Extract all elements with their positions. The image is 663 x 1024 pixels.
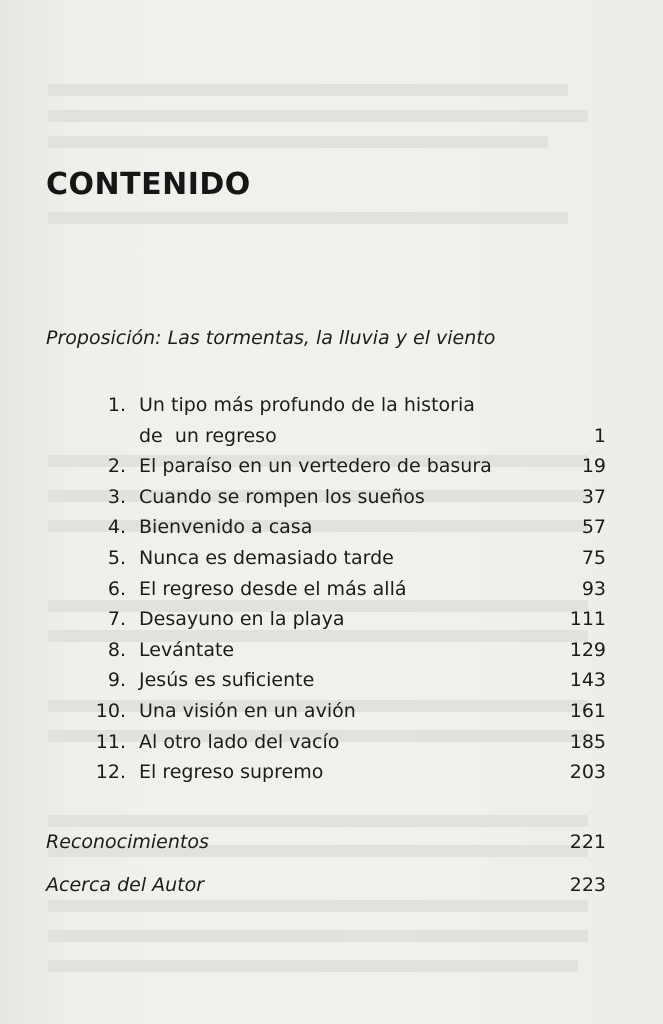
table-of-contents xyxy=(0,390,663,788)
page-number: 221 xyxy=(569,831,606,853)
chapter-title: Nunca es demasiado tarde xyxy=(139,546,394,569)
toc-entry xyxy=(0,665,663,696)
back-matter-entry xyxy=(0,827,663,857)
chapter-number: 1. xyxy=(107,394,126,416)
toc-entry xyxy=(0,635,663,666)
page-number: 223 xyxy=(569,874,606,896)
page-number: 75 xyxy=(581,546,606,569)
chapter-number: 9. xyxy=(107,669,126,692)
page-number: 93 xyxy=(581,577,606,600)
toc-entry xyxy=(0,390,663,421)
toc-entry xyxy=(0,574,663,605)
toc-entry xyxy=(0,696,663,727)
page-number: 111 xyxy=(569,608,606,631)
bleed-through-line xyxy=(48,212,568,224)
page-number: 129 xyxy=(569,638,606,661)
toc-entry xyxy=(0,727,663,758)
bleed-through-line xyxy=(48,900,588,912)
bleed-through-line xyxy=(48,960,578,972)
bleed-through-line xyxy=(48,136,548,148)
page-number: 1 xyxy=(593,424,606,447)
back-matter-title: Acerca del Autor xyxy=(46,874,205,896)
toc-entry xyxy=(0,482,663,513)
chapter-number: 10. xyxy=(95,699,126,722)
bleed-through-line xyxy=(48,84,568,96)
page-title: CONTENIDO xyxy=(46,167,251,202)
chapter-title: Jesús es suficiente xyxy=(139,669,315,692)
chapter-title: Un tipo más profundo de la historia xyxy=(139,394,475,416)
toc-entry xyxy=(0,451,663,482)
page-number: 19 xyxy=(581,455,606,478)
chapter-title: El paraíso en un vertedero de basura xyxy=(139,455,492,478)
toc-entry xyxy=(0,512,663,543)
back-matter-entry xyxy=(0,870,663,900)
chapter-number: 11. xyxy=(95,730,126,753)
chapter-title-continued: de un regreso xyxy=(139,424,277,447)
back-matter-title: Reconocimientos xyxy=(46,831,209,853)
chapter-number: 6. xyxy=(107,577,126,600)
chapter-number: 12. xyxy=(95,761,126,784)
page-number: 143 xyxy=(569,669,606,692)
bleed-through-line xyxy=(48,930,588,942)
chapter-title: Levántate xyxy=(139,638,235,661)
page-number: 57 xyxy=(581,516,606,539)
proposition-line: Proposición: Las tormentas, la lluvia y el viento xyxy=(46,327,496,349)
chapter-title: Al otro lado del vacío xyxy=(139,730,340,753)
page-number: 185 xyxy=(569,730,606,753)
chapter-title: Desayuno en la playa xyxy=(139,608,345,631)
chapter-title: El regreso supremo xyxy=(139,761,324,784)
toc-entry xyxy=(0,543,663,574)
chapter-number: 2. xyxy=(107,455,126,478)
bleed-through-line xyxy=(48,110,588,122)
page-number: 203 xyxy=(569,761,606,784)
toc-entry xyxy=(0,604,663,635)
chapter-title: Bienvenido a casa xyxy=(139,516,313,539)
chapter-number: 4. xyxy=(107,516,126,539)
chapter-number: 7. xyxy=(107,608,126,631)
chapter-number: 5. xyxy=(107,546,126,569)
bleed-through-line xyxy=(48,815,588,827)
chapter-number: 3. xyxy=(107,485,126,508)
page-number: 161 xyxy=(569,699,606,722)
chapter-title: Una visión en un avión xyxy=(139,699,356,722)
chapter-number: 8. xyxy=(107,638,126,661)
toc-entry-continued xyxy=(0,421,663,452)
toc-entry xyxy=(0,757,663,788)
chapter-title: El regreso desde el más allá xyxy=(139,577,407,600)
page-number: 37 xyxy=(581,485,606,508)
chapter-title: Cuando se rompen los sueños xyxy=(139,485,425,508)
